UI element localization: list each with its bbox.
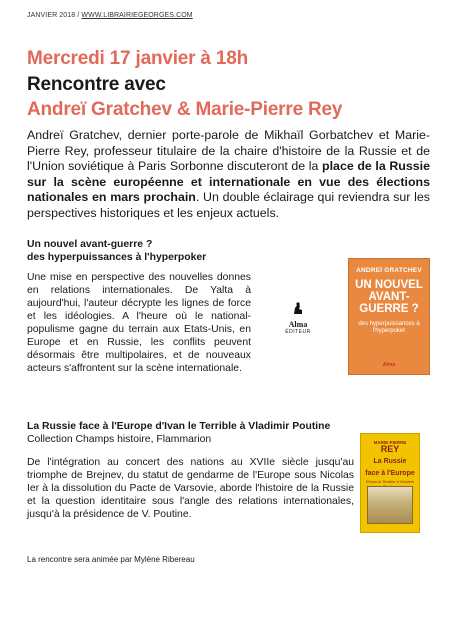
website-link[interactable]: WWW.LIBRAIRIEGEORGES.COM <box>81 12 193 19</box>
event-date: Mercredi 17 janvier à 18h <box>27 48 249 69</box>
publisher-logo-name: Alma <box>288 320 308 329</box>
book1-cover-title2: AVANT-GUERRE ? <box>359 291 419 315</box>
book2-cover <box>360 433 420 533</box>
book2-cover-author: MARIE-PIERRE <box>373 440 407 445</box>
book1-cover-publisher: Alma <box>382 362 396 368</box>
book1-title-line1: Un nouvel avant-guerre ? <box>27 239 153 250</box>
header-date: JANVIER 2018 / <box>27 12 80 19</box>
intro-text-1: Andreï Gratchev, dernier porte-parole de Mikhaïl Gorbatchev et Marie-Pierre Rey, professeur titulaire de la chaire d'histoire de la Russie et de l'Union soviétique à Paris Sorbonne discuteront de la <box>27 128 430 173</box>
book2-title: La Russie face à l'Europe d'Ivan le Terrible à Vladimir Poutine <box>27 421 331 432</box>
book2-description: De l'intégration au concert des nations au XVIIe siècle jusqu'au triomphe de Brejnev, du statut de gendarme de l'Europe sous Nicolas Ier à la dissolution du Pacte de Varsovie, aborde l'histoire de la Russie et la question identitaire sous l'angle des relations internationales, jusqu'à la présidence de V. Poutine. <box>27 457 354 520</box>
book2-cover-subtitle: D'Ivan le Terrible à Vladimir <box>365 479 415 484</box>
book2-cover-painting <box>367 486 413 524</box>
book1-description: Une mise en perspective des nouvelles donnes en relations internationales. De Yalta à aujourd'hui, l'auteur décrypte les lignes de force et les idéologies. A l'heure où le national-populisme gagne du terrain aux Etats-Unis, en Europe et en Russie, les conflits peuvent désormais être multipolaires, et de nouveaux acteurs s'affrontent sur la scène internationale. <box>27 272 251 374</box>
alma-logo-icon <box>291 301 305 315</box>
event-guests: Andreï Gratchev & Marie-Pierre Rey <box>27 99 343 120</box>
book1-cover-title1: UN NOUVEL <box>355 279 423 291</box>
book1-cover-subtitle: des hyperpuissances à l'hyperpoker <box>358 321 420 334</box>
publisher-logo-sub: ÉDITEUR <box>285 329 311 335</box>
page-header <box>27 12 193 19</box>
book2-cover-title2: face à l'Europe <box>365 469 415 477</box>
moderator-note: La rencontre sera animée par Mylène Ribereau <box>27 555 195 564</box>
book1-cover-author: ANDREÏ GRATCHEV <box>356 267 422 274</box>
book2-collection: Collection Champs histoire, Flammarion <box>27 434 212 445</box>
intro-bold: place de la Russie sur la scène européenne et internationale en vue des élections nationales en mars prochain <box>27 159 430 204</box>
book1-title <box>27 238 206 264</box>
book2-cover-author-last: REY <box>380 444 400 454</box>
publisher-logo <box>281 301 315 335</box>
event-intro <box>27 128 430 221</box>
book2-cover-title1: La Russie <box>373 458 407 465</box>
intro-text-2: . Un double éclairage qui reviendra sur les perspectives historiques et les enjeux actuels. <box>27 190 430 220</box>
event-heading: Rencontre avec <box>27 74 166 95</box>
book1-title-line2: des hyperpuissances à l'hyperpoker <box>27 252 207 263</box>
book1-cover <box>348 258 430 375</box>
